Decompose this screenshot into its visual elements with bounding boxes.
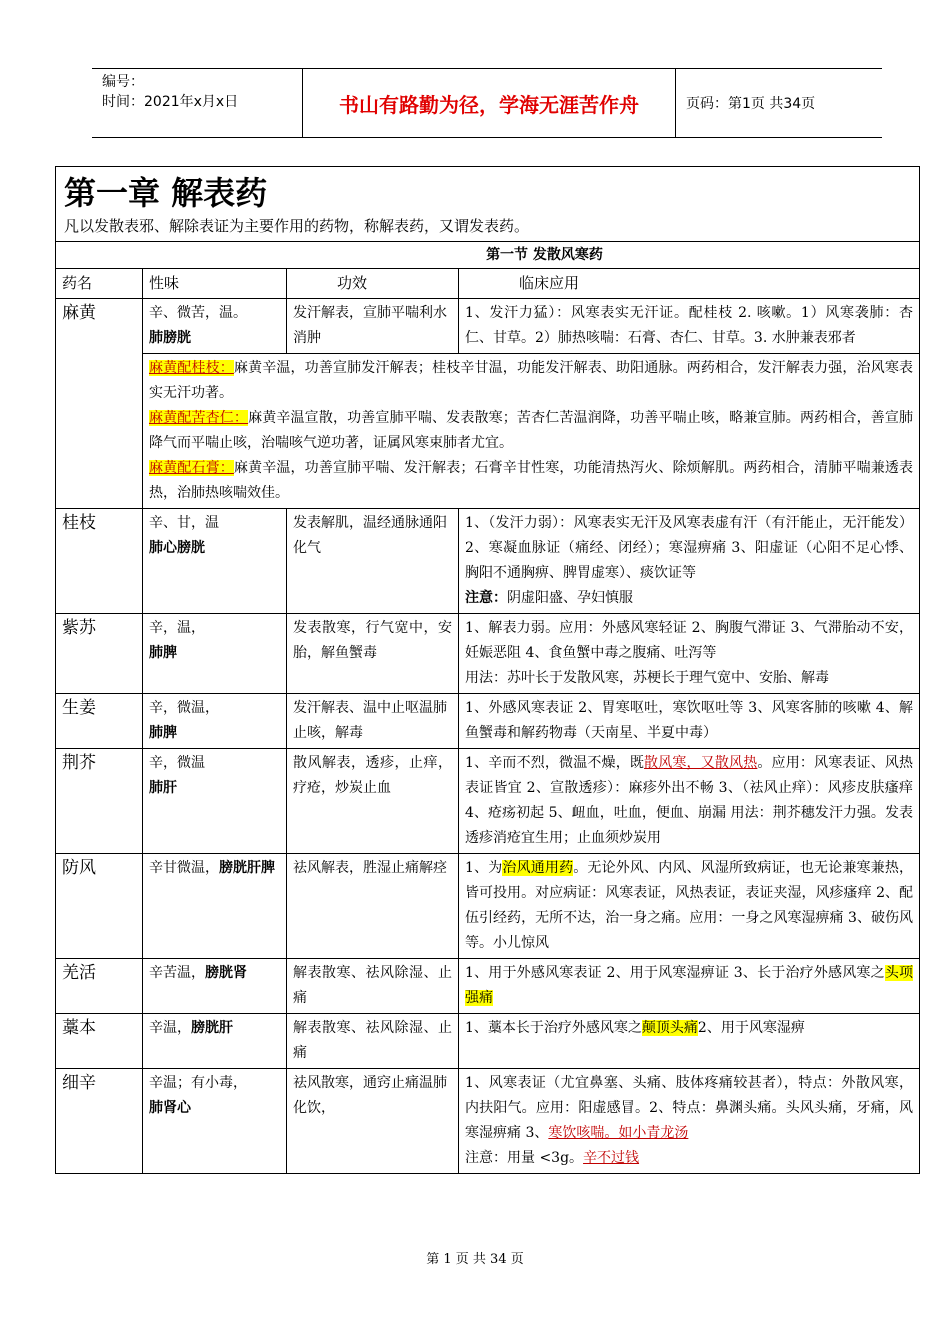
herb-organs: 膀胱肾 xyxy=(205,965,247,981)
herb-organs: 膀胱肝脾 xyxy=(219,860,275,876)
table-row xyxy=(56,854,920,959)
herb-usage-cell xyxy=(459,749,920,854)
herb-usage-highlight: 颠顶头痛 xyxy=(641,1020,698,1036)
herb-taste-cell xyxy=(143,959,287,1014)
herb-effect: 解表散寒、祛风除湿、止痛 xyxy=(287,1014,459,1069)
herb-name: 羌活 xyxy=(56,959,143,1014)
note-text: 阴虚阳盛、孕妇慎服 xyxy=(507,590,633,606)
herb-usage-emphasis: 寒饮咳喘。如小青龙汤 xyxy=(548,1125,689,1141)
herb-effect: 散风解表，透疹，止痒，疗疮，炒炭止血 xyxy=(287,749,459,854)
herb-name: 麻黄 xyxy=(56,299,143,509)
col-header-name: 药名 xyxy=(56,269,143,299)
herb-taste: 辛温， xyxy=(149,1020,191,1036)
herb-taste: 辛、甘，温 xyxy=(149,515,219,531)
herb-organs: 肺脾 xyxy=(149,725,177,741)
col-header-effect: 功效 xyxy=(287,269,459,299)
herb-name: 桂枝 xyxy=(56,509,143,614)
herb-organs: 肺心膀胱 xyxy=(149,540,205,556)
chapter-header xyxy=(56,167,920,242)
table-row xyxy=(56,959,920,1014)
herb-usage-cell xyxy=(459,614,920,694)
herb-taste: 辛，微温 xyxy=(149,755,205,771)
herb-usage: 1、发汗力猛）：风寒表实无汗证。配桂枝 2. 咳嗽。1）风寒袭肺：杏仁、甘草。2）肺热咳喘：石膏、杏仁、甘草。3. 水肿兼表邪者 xyxy=(459,299,920,354)
herb-organs: 肺膀胱 xyxy=(149,330,191,346)
herb-taste-cell xyxy=(143,1069,287,1174)
herb-usage: 1、为 xyxy=(465,860,503,876)
pairing-text: 麻黄辛温，功善宣肺发汗解表；桂枝辛甘温，功能发汗解表、助阳通脉。两药相合，发汗解表力强，治风寒表实无汗功著。 xyxy=(149,360,914,401)
herb-organs: 肺脾 xyxy=(149,645,177,661)
herb-usage: 1、解表力弱。应用：外感风寒轻证 2、胸腹气滞证 3、气滞胎动不安，妊娠恶阻 4、食鱼蟹中毒之腹痛、吐泻等 xyxy=(465,620,914,661)
col-header-taste: 性味 xyxy=(143,269,287,299)
herb-usage: 1、藁本长于治疗外感风寒之 xyxy=(465,1020,642,1036)
herb-taste-cell xyxy=(143,614,287,694)
note-label: 注意： xyxy=(465,590,507,606)
pairing-text: 麻黄辛温宣散，功善宣肺平喘、发表散寒；苦杏仁苦温润降，功善平喘止咳，略兼宣肺。两药相合，善宣肺降气而平喘止咳，治喘咳气逆功著，证属风寒束肺者尤宜。 xyxy=(149,410,914,451)
herb-organs: 肺肾心 xyxy=(149,1100,191,1116)
header-meta xyxy=(92,69,302,137)
col-header-usage: 临床应用 xyxy=(459,269,920,299)
herb-taste-cell xyxy=(143,1014,287,1069)
herb-name: 荆芥 xyxy=(56,749,143,854)
table-row xyxy=(56,354,920,509)
herb-table xyxy=(55,166,920,1174)
herb-usage-cell xyxy=(459,854,920,959)
chapter-intro: 凡以发散表邪、解除表证为主要作用的药物，称解表药，又谓发表药。 xyxy=(64,217,530,235)
herb-name: 生姜 xyxy=(56,694,143,749)
code-label: 编号： xyxy=(102,74,144,90)
herb-effect: 祛风解表，胜湿止痛解痉 xyxy=(287,854,459,959)
page-footer: 第 1 页 共 34 页 xyxy=(426,1252,524,1267)
herb-organs: 肺肝 xyxy=(149,780,177,796)
pairing-label: 麻黄配苦杏仁： xyxy=(149,410,249,426)
pairing-label: 麻黄配石膏： xyxy=(149,460,234,476)
pairing-text: 麻黄辛温，功善宣肺平喘、发汗解表；石膏辛甘性寒，功能清热泻火、除烦解肌。两药相合，清肺平喘兼透表热，治肺热咳喘效佳。 xyxy=(149,460,914,501)
herb-usage: 1、（发汗力弱）：风寒表实无汗及风寒表虚有汗（有汗能止，无汗能发）2、寒凝血脉证（痛经、闭经）；寒湿痹痛 3、阳虚证（心阳不足心悸、胸阳不通胸痹、脾胃虚寒）、痰饮证等 xyxy=(465,515,914,581)
herb-effect: 祛风散寒，通窍止痛温肺化饮， xyxy=(287,1069,459,1174)
herb-usage: 1、辛而不烈，微温不燥，既 xyxy=(465,755,645,771)
herb-usage-emphasis: 散风寒，又散风热 xyxy=(644,755,758,771)
herb-name: 藁本 xyxy=(56,1014,143,1069)
herb-usage-note: 用法：苏叶长于发散风寒，苏梗长于理气宽中、安胎、解毒 xyxy=(465,670,829,686)
herb-taste: 辛，微温， xyxy=(149,700,219,716)
page-header xyxy=(92,68,882,138)
page-info: 页码：第1页 共34页 xyxy=(686,96,816,112)
herb-taste: 辛，温， xyxy=(149,620,205,636)
herb-effect: 发汗解表、温中止呕温肺止咳，解毒 xyxy=(287,694,459,749)
herb-taste-cell xyxy=(143,509,287,614)
herb-usage-cell xyxy=(459,509,920,614)
pairing-label: 麻黄配桂枝： xyxy=(149,360,234,376)
herb-usage-highlight: 头项强痛 xyxy=(465,965,914,1006)
herb-note-emphasis: 辛不过钱 xyxy=(583,1150,640,1166)
table-row xyxy=(56,299,920,354)
herb-usage: 1、风寒表证（尤宜鼻塞、头痛、肢体疼痛较甚者），特点：外散风寒，内扶阳气。应用：阳虚感冒。2、特点：鼻渊头痛。头风头痛，牙痛，风寒湿痹痛 3、 xyxy=(465,1075,914,1141)
herb-taste-cell xyxy=(143,299,287,354)
herb-usage-cell xyxy=(459,1069,920,1174)
table-row xyxy=(56,1014,920,1069)
motto: 书山有路勤为径，学海无涯苦作舟 xyxy=(302,69,676,137)
herb-taste: 辛、微苦，温。 xyxy=(149,305,247,321)
herb-taste-cell xyxy=(143,749,287,854)
herb-usage-cell xyxy=(459,1014,920,1069)
herb-usage-rest: 。无论外风、内风、风湿所致病证，也无论兼寒兼热，皆可投用。对应病证：风寒表证，风热表证，表证夹湿，风疹瘙痒 2、配伍引经药，无所不达，治一身之痛。应用：一身之风寒湿痹痛 3、破伤风等。小儿惊风 xyxy=(465,860,914,951)
herb-effect: 解表散寒、祛风除湿、止痛 xyxy=(287,959,459,1014)
herb-usage-cell xyxy=(459,959,920,1014)
table-row xyxy=(56,509,920,614)
herb-pairings xyxy=(143,354,920,509)
section-title: 第一节 发散风寒药 xyxy=(56,242,920,269)
herb-name: 防风 xyxy=(56,854,143,959)
herb-taste-cell xyxy=(143,854,287,959)
time-label: 时间：2021年x月x日 xyxy=(102,94,239,110)
herb-taste: 辛苦温， xyxy=(149,965,205,981)
herb-effect: 发表解肌，温经通脉通阳化气 xyxy=(287,509,459,614)
herb-usage: 1、外感风寒表证 2、胃寒呕吐，寒饮呕吐等 3、风寒客肺的咳嗽 4、解鱼蟹毒和解药物毒（天南星、半夏中毒） xyxy=(459,694,920,749)
herb-usage-rest: 2、用于风寒湿痹 xyxy=(697,1020,805,1036)
herb-name: 紫苏 xyxy=(56,614,143,694)
herb-usage-highlight: 治风通用药 xyxy=(502,860,574,876)
herb-usage-rest: 。应用：风寒表证、风热表证皆宜 2、宣散透疹）：麻疹外出不畅 3、（祛风止痒）：风疹皮肤瘙痒 4、疮疡初起 5、衄血，吐血，便血、崩漏 用法：荆芥穗发汗力强。发表透疹消疮宜生用；止血须炒炭用 xyxy=(465,755,914,846)
herb-usage: 1、用于外感风寒表证 2、用于风寒湿痹证 3、长于治疗外感风寒之 xyxy=(465,965,885,981)
table-row xyxy=(56,1069,920,1174)
table-row xyxy=(56,614,920,694)
table-row xyxy=(56,694,920,749)
herb-note: 注意：用量 <3g。 xyxy=(465,1150,584,1166)
herb-organs: 膀胱肝 xyxy=(191,1020,233,1036)
column-headers xyxy=(56,269,920,299)
herb-taste: 辛温；有小毒， xyxy=(149,1075,247,1091)
table-row xyxy=(56,749,920,854)
chapter-title: 第一章 解表药 xyxy=(64,174,268,212)
herb-taste: 辛甘微温， xyxy=(149,860,219,876)
herb-taste-cell xyxy=(143,694,287,749)
herb-note xyxy=(465,586,913,611)
herb-effect: 发表散寒，行气宽中，安胎，解鱼蟹毒 xyxy=(287,614,459,694)
herb-name: 细辛 xyxy=(56,1069,143,1174)
herb-effect: 发汗解表，宣肺平喘利水消肿 xyxy=(287,299,459,354)
